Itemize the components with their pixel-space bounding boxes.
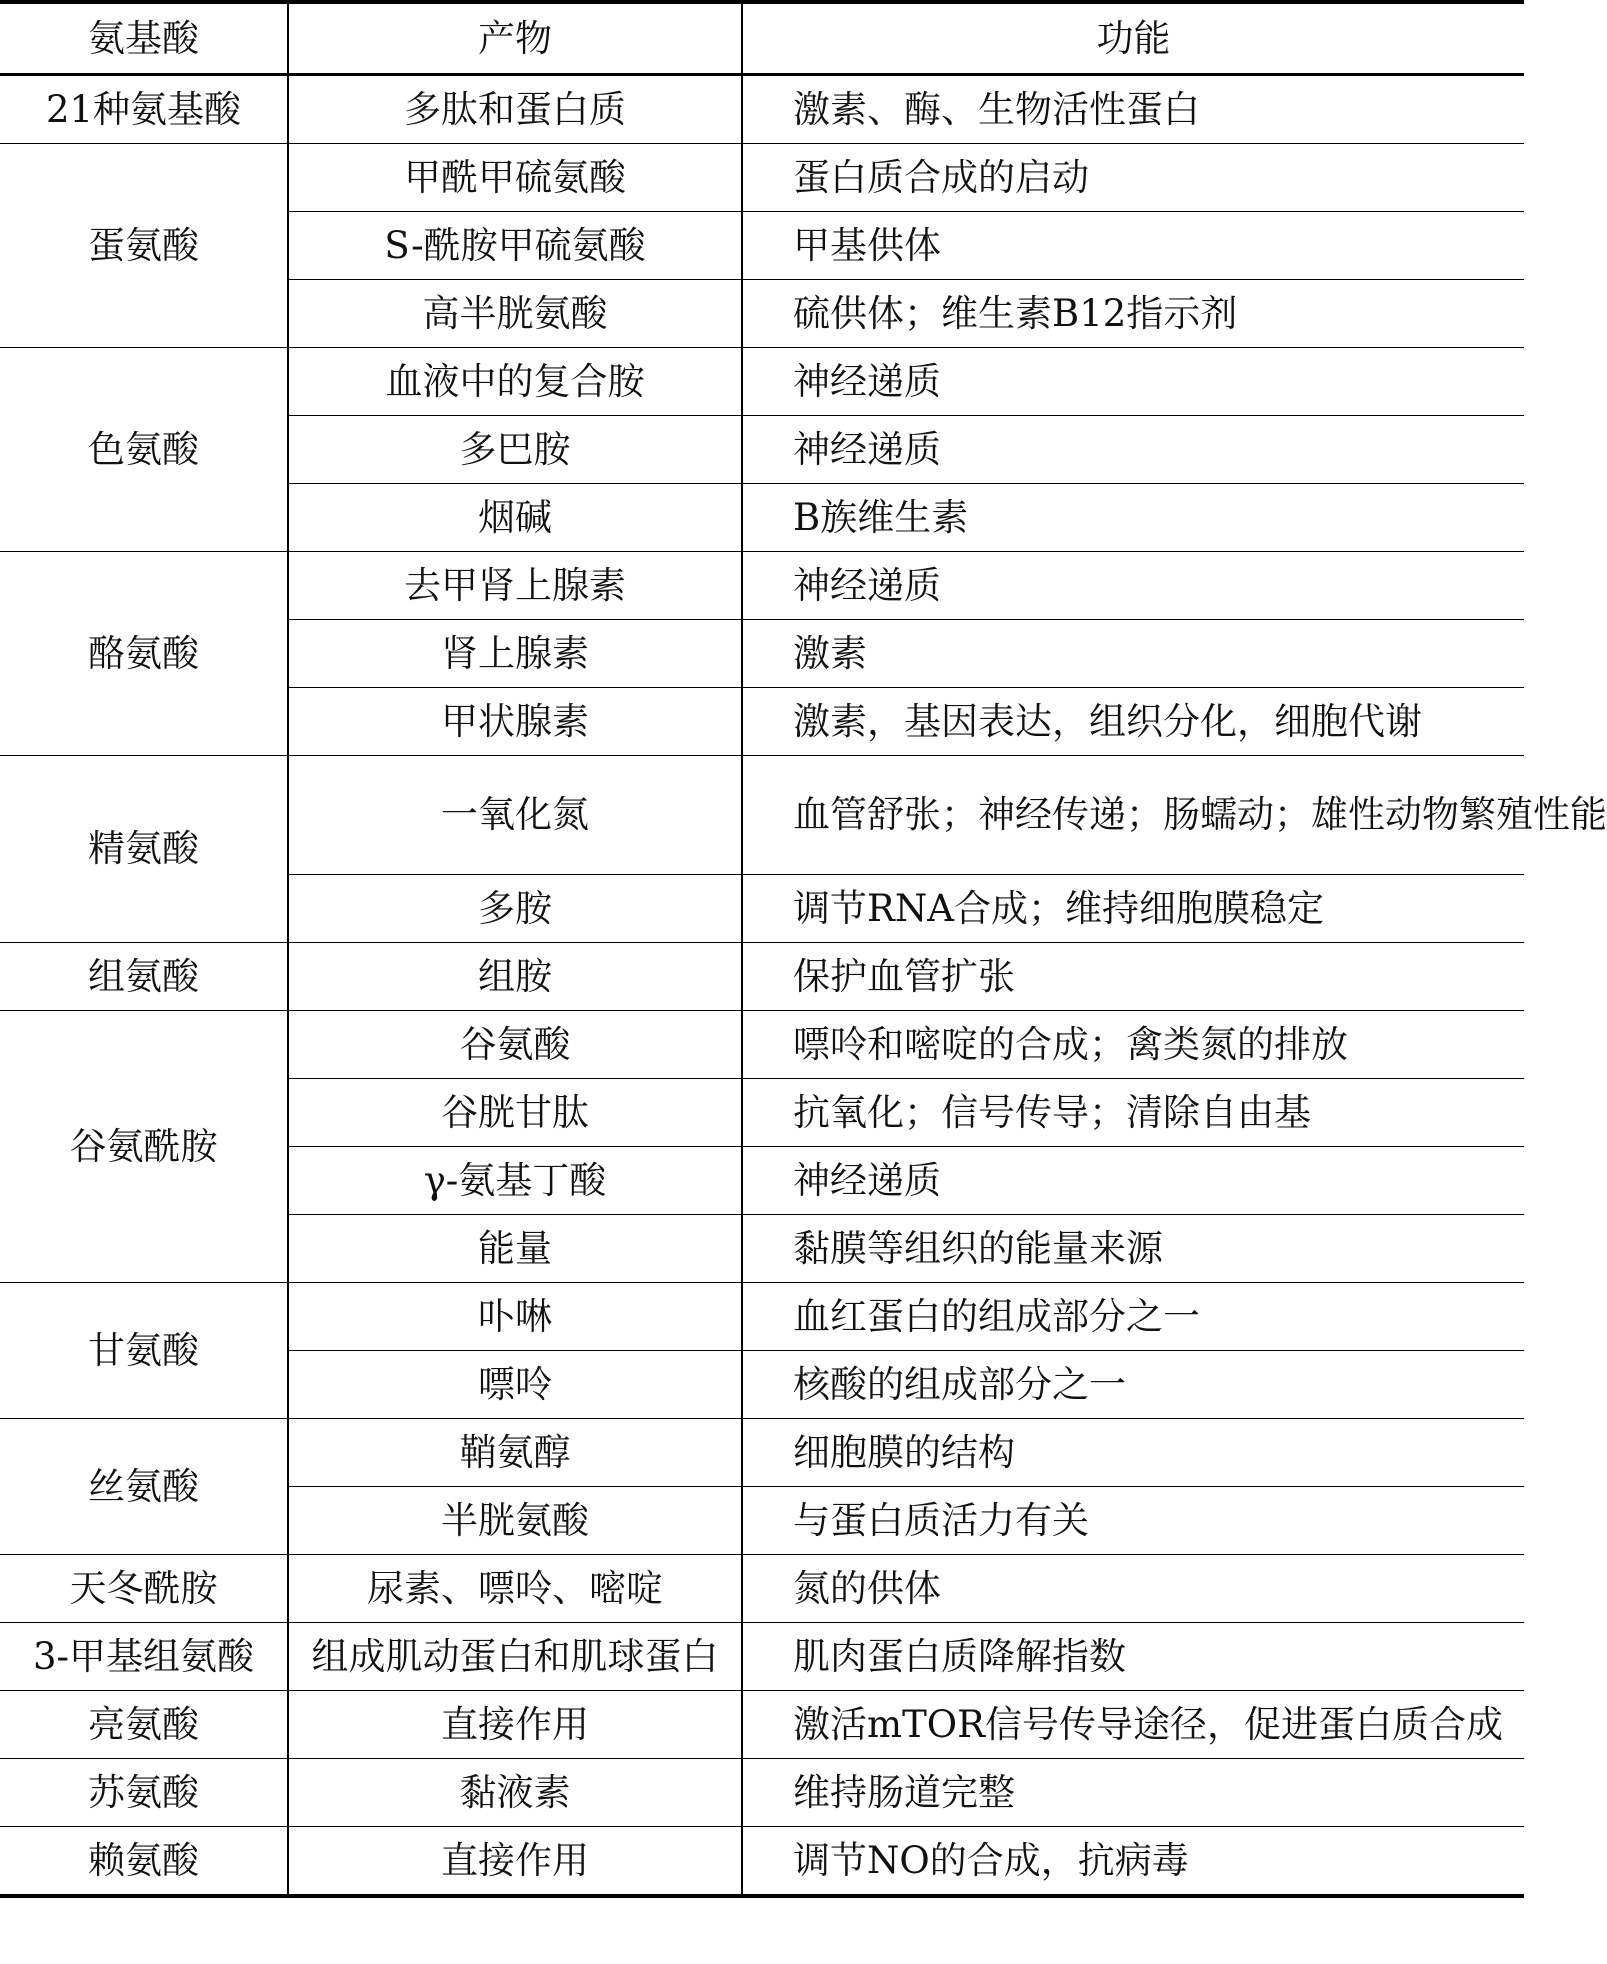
table-row [0, 552, 1524, 620]
product-cell: 一氧化氮 [288, 756, 742, 875]
product-cell: S-酰胺甲硫氨酸 [288, 212, 742, 280]
function-cell: 抗氧化；信号传导；清除自由基 [742, 1079, 1524, 1147]
table-row [0, 1827, 1524, 1897]
amino-acid-cell: 谷氨酰胺 [0, 1011, 288, 1283]
function-cell: 保护血管扩张 [742, 943, 1524, 1011]
amino-acid-cell: 色氨酸 [0, 348, 288, 552]
function-cell: 甲基供体 [742, 212, 1524, 280]
amino-acid-cell: 丝氨酸 [0, 1419, 288, 1555]
function-cell: 激活mTOR信号传导途径，促进蛋白质合成 [742, 1691, 1524, 1759]
product-cell: 直接作用 [288, 1827, 742, 1897]
amino-acid-cell: 酪氨酸 [0, 552, 288, 756]
function-cell: 血管舒张；神经传递；肠蠕动；雄性动物繁殖性能 [742, 756, 1524, 875]
product-cell: 直接作用 [288, 1691, 742, 1759]
header-function: 功能 [742, 2, 1524, 75]
product-cell: 去甲肾上腺素 [288, 552, 742, 620]
table-row [0, 144, 1524, 212]
product-cell: 谷胱甘肽 [288, 1079, 742, 1147]
function-cell: 黏膜等组织的能量来源 [742, 1215, 1524, 1283]
product-cell: 组胺 [288, 943, 742, 1011]
product-cell: 多巴胺 [288, 416, 742, 484]
table-row [0, 1419, 1524, 1487]
function-cell: 嘌呤和嘧啶的合成；禽类氮的排放 [742, 1011, 1524, 1079]
function-cell: 神经递质 [742, 552, 1524, 620]
function-cell: 激素，基因表达，组织分化，细胞代谢 [742, 688, 1524, 756]
function-cell: 细胞膜的结构 [742, 1419, 1524, 1487]
product-cell: 鞘氨醇 [288, 1419, 742, 1487]
product-cell: 黏液素 [288, 1759, 742, 1827]
table-row [0, 1623, 1524, 1691]
table-row [0, 1759, 1524, 1827]
product-cell: 多肽和蛋白质 [288, 75, 742, 144]
table-row [0, 348, 1524, 416]
function-cell: 激素、酶、生物活性蛋白 [742, 75, 1524, 144]
product-cell: 血液中的复合胺 [288, 348, 742, 416]
amino-acid-cell: 蛋氨酸 [0, 144, 288, 348]
product-cell: γ-氨基丁酸 [288, 1147, 742, 1215]
product-cell: 谷氨酸 [288, 1011, 742, 1079]
product-cell: 肾上腺素 [288, 620, 742, 688]
amino-acid-cell: 天冬酰胺 [0, 1555, 288, 1623]
amino-acid-cell: 苏氨酸 [0, 1759, 288, 1827]
amino-acid-cell: 亮氨酸 [0, 1691, 288, 1759]
table-row [0, 1555, 1524, 1623]
product-cell: 组成肌动蛋白和肌球蛋白 [288, 1623, 742, 1691]
amino-acid-cell: 组氨酸 [0, 943, 288, 1011]
function-cell: 神经递质 [742, 1147, 1524, 1215]
header-product: 产物 [288, 2, 742, 75]
table-row [0, 1011, 1524, 1079]
function-cell: 与蛋白质活力有关 [742, 1487, 1524, 1555]
function-cell: 调节NO的合成，抗病毒 [742, 1827, 1524, 1897]
function-cell: 激素 [742, 620, 1524, 688]
table-row [0, 756, 1524, 875]
function-cell: 神经递质 [742, 416, 1524, 484]
function-cell: 氮的供体 [742, 1555, 1524, 1623]
product-cell: 半胱氨酸 [288, 1487, 742, 1555]
amino-acid-cell: 甘氨酸 [0, 1283, 288, 1419]
function-cell: 肌肉蛋白质降解指数 [742, 1623, 1524, 1691]
amino-acid-cell: 3-甲基组氨酸 [0, 1623, 288, 1691]
product-cell: 甲酰甲硫氨酸 [288, 144, 742, 212]
product-cell: 甲状腺素 [288, 688, 742, 756]
amino-acid-cell: 21种氨基酸 [0, 75, 288, 144]
function-cell: 血红蛋白的组成部分之一 [742, 1283, 1524, 1351]
table-row [0, 943, 1524, 1011]
header-row [0, 2, 1524, 75]
function-cell: 蛋白质合成的启动 [742, 144, 1524, 212]
function-cell: 维持肠道完整 [742, 1759, 1524, 1827]
function-cell: 神经递质 [742, 348, 1524, 416]
product-cell: 嘌呤 [288, 1351, 742, 1419]
product-cell: 能量 [288, 1215, 742, 1283]
product-cell: 高半胱氨酸 [288, 280, 742, 348]
product-cell: 尿素、嘌呤、嘧啶 [288, 1555, 742, 1623]
table-row [0, 1283, 1524, 1351]
table-row [0, 75, 1524, 144]
function-cell: 核酸的组成部分之一 [742, 1351, 1524, 1419]
header-amino-acid: 氨基酸 [0, 2, 288, 75]
product-cell: 多胺 [288, 875, 742, 943]
function-cell: 调节RNA合成；维持细胞膜稳定 [742, 875, 1524, 943]
amino-acid-cell: 赖氨酸 [0, 1827, 288, 1897]
product-cell: 烟碱 [288, 484, 742, 552]
function-cell: B族维生素 [742, 484, 1524, 552]
table-row [0, 1691, 1524, 1759]
amino-acid-cell: 精氨酸 [0, 756, 288, 943]
function-cell: 硫供体；维生素B12指示剂 [742, 280, 1524, 348]
product-cell: 卟啉 [288, 1283, 742, 1351]
